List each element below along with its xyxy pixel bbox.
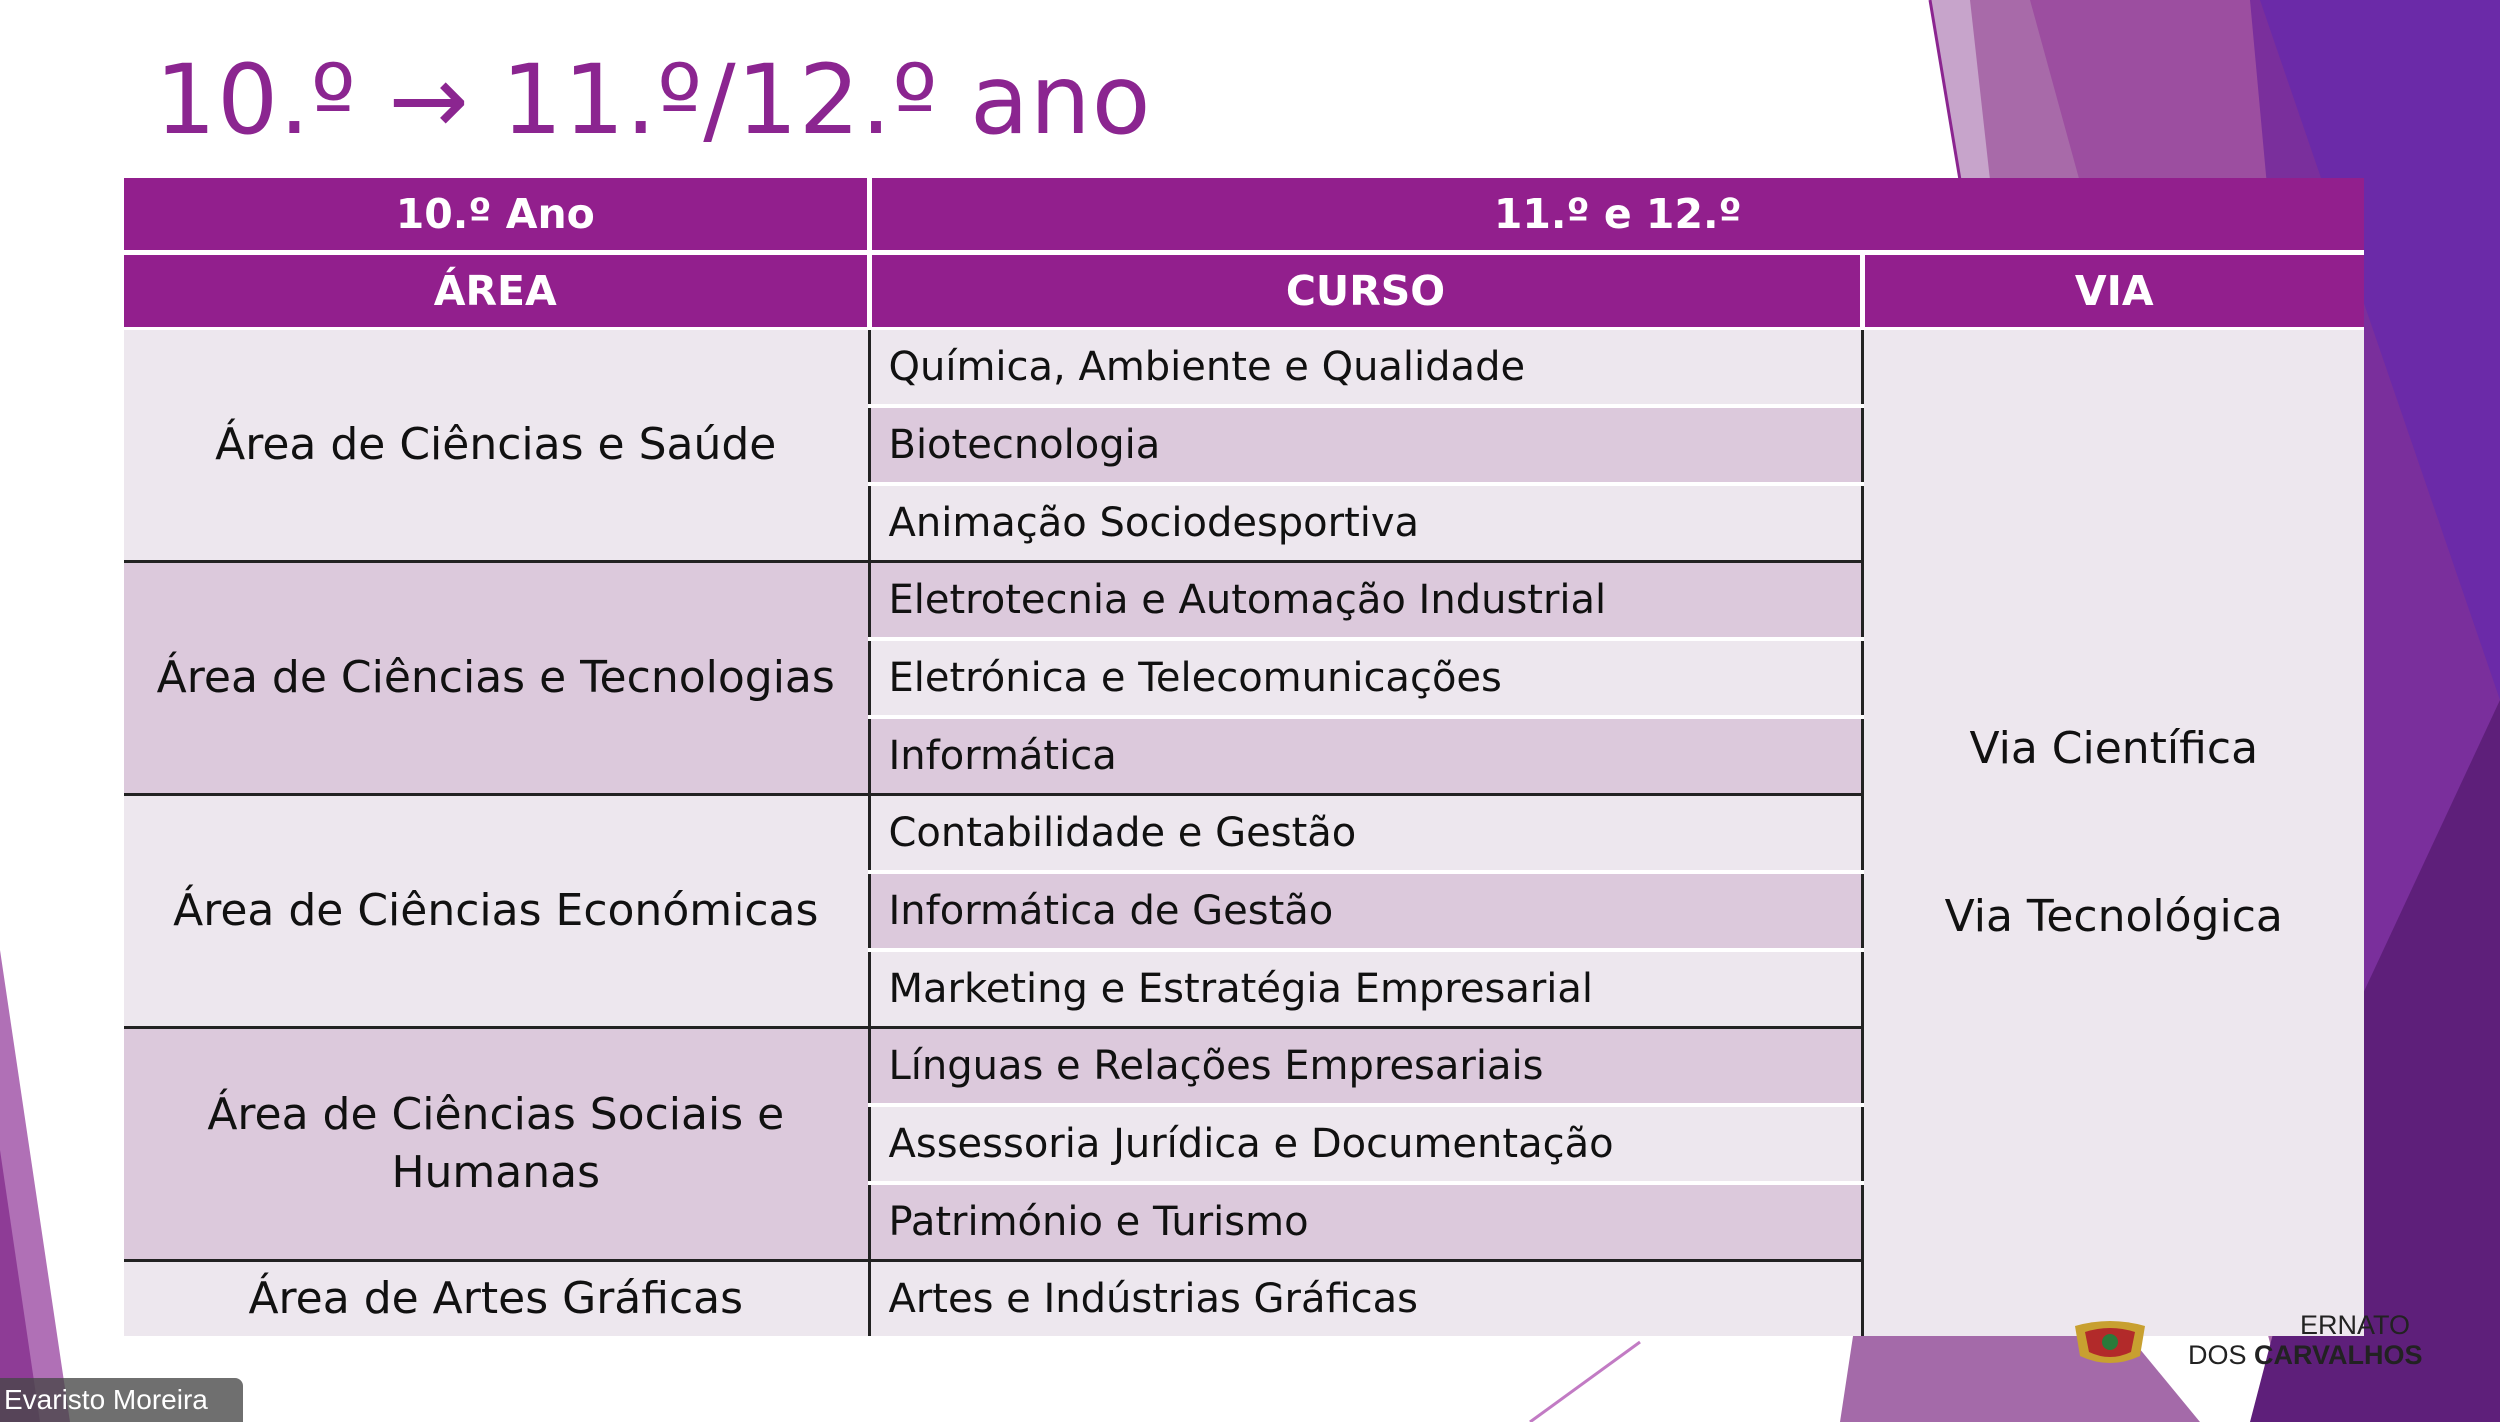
course-cell: Eletrónica e Telecomunicações xyxy=(869,639,1862,717)
area-cell: Área de Artes Gráficas xyxy=(124,1261,869,1337)
participant-name-tag: Evaristo Moreira xyxy=(0,1378,243,1422)
course-cell: Marketing e Estratégia Empresarial xyxy=(869,950,1862,1028)
school-emblem-icon xyxy=(2065,1316,2155,1370)
course-cell: Química, Ambiente e Qualidade xyxy=(869,329,1862,407)
table-header-row-cols xyxy=(124,253,2364,329)
course-cell: Informática xyxy=(869,717,1862,795)
course-cell: Contabilidade e Gestão xyxy=(869,795,1862,873)
logo-text-line1: ERNATO xyxy=(2300,1310,2411,1340)
header-11-12: 11.º e 12.º xyxy=(869,178,2364,253)
course-cell: Património e Turismo xyxy=(869,1183,1862,1261)
via-cell xyxy=(1862,329,2364,1337)
area-cell: Área de Ciências e Saúde xyxy=(124,329,869,562)
header-area: ÁREA xyxy=(124,253,869,329)
course-cell: Línguas e Relações Empresariais xyxy=(869,1028,1862,1106)
course-cell: Informática de Gestão xyxy=(869,872,1862,950)
area-cell: Área de Ciências Económicas xyxy=(124,795,869,1028)
deco-line-2 xyxy=(1530,1342,1640,1422)
via-cientifica: Via Científica xyxy=(1969,723,2259,774)
area-cell: Área de Ciências Sociais e Humanas xyxy=(124,1028,869,1261)
course-cell: Artes e Indústrias Gráficas xyxy=(869,1261,1862,1337)
header-via: VIA xyxy=(1862,253,2364,329)
slide-title: 10.º → 11.º/12.º ano xyxy=(155,44,1152,156)
course-table xyxy=(124,178,2364,1336)
table-header-row-top xyxy=(124,178,2364,253)
course-cell: Biotecnologia xyxy=(869,406,1862,484)
logo-text-line2: DOS CARVALHOS xyxy=(2188,1340,2423,1370)
course-cell: Animação Sociodesportiva xyxy=(869,484,1862,562)
header-curso: CURSO xyxy=(869,253,1862,329)
area-cell: Área de Ciências e Tecnologias xyxy=(124,562,869,795)
course-cell: Eletrotecnia e Automação Industrial xyxy=(869,562,1862,640)
course-cell: Assessoria Jurídica e Documentação xyxy=(869,1105,1862,1183)
table-row xyxy=(124,329,2364,407)
header-10-ano: 10.º Ano xyxy=(124,178,869,253)
school-logo xyxy=(2065,1310,2465,1370)
via-tecnologica: Via Tecnológica xyxy=(1944,891,2283,942)
